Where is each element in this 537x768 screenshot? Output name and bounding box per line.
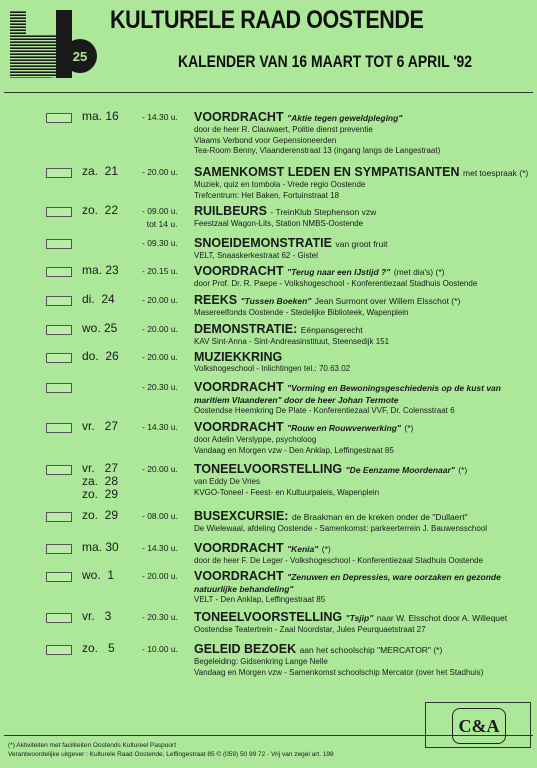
checkbox-marker xyxy=(46,544,72,554)
event-content xyxy=(194,110,529,157)
event-detail-line: door Adelin Verslyppe, psycholoog xyxy=(194,435,317,444)
event-detail-line: Vandaag en Morgen vzw - Samenkomst schoolschip Mercator (over het Stadhuis) xyxy=(194,667,484,677)
event-day: zo. 22 xyxy=(82,203,119,217)
event-detail-line: van Eddy De Vries xyxy=(194,477,260,486)
page-subtitle: KALENDER VAN 16 MAART TOT 6 APRIL '92 xyxy=(178,52,473,71)
footnote xyxy=(8,741,334,759)
event-time: - 08.00 u. xyxy=(142,511,178,521)
event-detail-line: De Wielewaal, afdeling Oostende - Samenkomst: parkeerterrein J. Bauwensschool xyxy=(194,524,488,533)
checkbox-marker xyxy=(46,512,72,522)
event-day: ma. 16 xyxy=(82,109,119,123)
event-subtitle: aan het schoolschip "MERCATOR" (*) xyxy=(299,645,443,655)
event-title: VOORDRACHT xyxy=(194,569,284,583)
event-day: vr. 27 za. 28 zo. 29 xyxy=(82,461,119,501)
event-topic: "Tsjip" xyxy=(345,613,374,623)
event-subtitle: met toespraak (*) xyxy=(463,168,529,178)
event-topic: "Rouw en Rouwverwerking" xyxy=(287,423,401,433)
event-content xyxy=(194,350,529,375)
event-time: - 20.00 u. xyxy=(142,464,178,474)
event-detail-line: Trefcentrum: Het Baken, Fortuinstraat 18 xyxy=(194,190,340,200)
event-time: - 10.00 u. xyxy=(142,644,178,654)
bottom-divider xyxy=(4,735,533,736)
event-heading xyxy=(194,509,529,524)
event-detail-line: Tea-Room Benny, Vlaanderenstraat 13 (ingang langs de Langestraat) xyxy=(194,146,441,156)
checkbox-marker xyxy=(46,113,72,123)
event-day: vr. 27 xyxy=(82,419,119,433)
event-detail-line: Oostendse Teatertrein - Zaal Noordstar, Jules Peurquaetstraat 27 xyxy=(194,625,426,634)
event-detail-line: Masereelfonds Oostende - Stedelijke Biblioteek, Wapenplein xyxy=(194,308,409,317)
top-divider xyxy=(4,92,533,93)
event-content xyxy=(194,420,529,456)
event-topic: "Zenuwen en Depressies, ware oorzaken en gezonde xyxy=(287,572,501,582)
checkbox-marker xyxy=(46,613,72,623)
event-content xyxy=(194,204,529,230)
event-detail-line: KVGO-Toneel - Feest- en Kultuurpaleis, Wapenplein xyxy=(194,487,380,497)
event-time: - 20.00 u. xyxy=(142,167,178,177)
event-content xyxy=(194,569,529,605)
event-time: - 09.00 u. tot 14 u. xyxy=(142,206,178,229)
event-content xyxy=(194,236,529,262)
event-title: REEKS xyxy=(194,293,238,307)
event-heading xyxy=(194,165,529,180)
checkbox-marker xyxy=(46,645,72,655)
event-subtitle: van groot fruit xyxy=(335,239,388,249)
event-content xyxy=(194,462,529,498)
event-subtitle: (met dia's) (*) xyxy=(393,267,445,277)
event-topic: "Kenia" xyxy=(287,544,319,554)
event-time: - 20.00 u. xyxy=(142,352,178,362)
event-title: VOORDRACHT xyxy=(194,541,284,555)
event-detail-line: door de heer F. De Leger - Volkshogeschool - Konferentiezaal Stadhuis Oostende xyxy=(194,556,484,565)
event-time: - 20.30 u. xyxy=(142,382,178,392)
event-subtitle: - TreinKlub Stephenson vzw xyxy=(270,207,377,217)
event-detail-line: VELT, Snaaskerkestraat 62 - Gistel xyxy=(194,251,318,260)
event-content xyxy=(194,642,529,678)
checkbox-marker xyxy=(46,465,72,475)
event-heading xyxy=(194,462,529,477)
event-detail-line: door Prof. Dr. R. Paepe - Volkshogeschool - Konferentiezaal Stadhuis Oostende xyxy=(194,279,478,288)
event-subtitle: (*) xyxy=(321,544,331,554)
event-time: - 20.00 u. xyxy=(142,295,178,305)
event-day: za. 21 xyxy=(82,164,119,178)
event-time: - 20.30 u. xyxy=(142,612,178,622)
event-title: VOORDRACHT xyxy=(194,110,284,124)
event-time: - 20.00 u. xyxy=(142,571,178,581)
logo-number: 25 xyxy=(72,49,88,64)
page-title: KULTURELE RAAD OOSTENDE xyxy=(110,6,424,34)
event-detail-line: Oostendse Heemkring De Plate - Konferentiezaal VVF, Dr. Colensstraat 6 xyxy=(194,405,455,415)
event-day: wo. 1 xyxy=(82,568,115,582)
checkbox-marker xyxy=(46,168,72,178)
event-detail-line: Vlaams Verbond voor Gepensioneerden xyxy=(194,135,337,145)
event-heading xyxy=(194,236,529,251)
event-detail-line: Vandaag en Morgen vzw - Den Anklap, Leffingestraat 85 xyxy=(194,445,394,455)
event-time: - 20.15 u. xyxy=(142,266,178,276)
event-title: TONEELVOORSTELLING xyxy=(194,462,343,476)
event-subtitle: Jean Surmont over Willem Elsschot (*) xyxy=(314,296,461,306)
event-day: di. 24 xyxy=(82,292,115,306)
event-topic: "De Eenzame Moordenaar" xyxy=(345,465,455,475)
event-detail-line: door de heer R. Clauwaert, Politie dienst preventie xyxy=(194,125,373,134)
event-title: VOORDRACHT xyxy=(194,420,284,434)
event-title: VOORDRACHT xyxy=(194,264,284,278)
event-heading xyxy=(194,264,529,279)
checkbox-marker xyxy=(46,325,72,335)
event-title: GELEID BEZOEK xyxy=(194,642,297,656)
event-day: zo. 29 xyxy=(82,508,119,522)
event-content xyxy=(194,293,529,319)
event-heading xyxy=(194,110,529,125)
event-day: wo. 25 xyxy=(82,321,118,335)
footnote-passport: (*) Aktiviteiten met faciliteiten Oostends Kultureel Paspoort xyxy=(8,742,176,749)
event-content xyxy=(194,509,529,535)
checkbox-marker xyxy=(46,239,72,249)
event-topic: "Tussen Boeken" xyxy=(240,296,312,306)
event-detail-line: natuurlijke behandeling" xyxy=(194,584,294,594)
event-time: - 20.00 u. xyxy=(142,324,178,334)
event-topic: "Aktie tegen geweldpleging" xyxy=(287,113,403,123)
event-day: do. 26 xyxy=(82,349,119,363)
event-day: ma. 23 xyxy=(82,263,119,277)
event-detail-line: Muziek, quiz en tombola - Vrede regio Oostende xyxy=(194,180,366,189)
event-heading xyxy=(194,204,529,219)
event-heading xyxy=(194,293,529,308)
event-title: RUILBEURS xyxy=(194,204,267,218)
checkbox-marker xyxy=(46,383,72,393)
event-subtitle: naar W. Elsschot door A. Willequet xyxy=(376,613,508,623)
ca-logo: C&A xyxy=(452,708,506,744)
event-title: SNOEIDEMONSTRATIE xyxy=(194,236,332,250)
event-content xyxy=(194,610,529,636)
event-heading xyxy=(194,380,529,395)
event-subtitle: (*) xyxy=(458,465,468,475)
event-topic: "Vorming en Bewoningsgeschiedenis op de kust van xyxy=(287,383,501,393)
event-detail-line: Feestzaal Wagon-Lits, Station NMBS-Oostende xyxy=(194,219,364,228)
event-time: - 14.30 u. xyxy=(142,112,178,122)
event-day: vr. 3 xyxy=(82,609,112,623)
event-title: DEMONSTRATIE: xyxy=(194,322,298,336)
event-title: BUSEXCURSIE: xyxy=(194,509,289,523)
event-heading xyxy=(194,350,529,364)
event-title: TONEELVOORSTELLING xyxy=(194,610,343,624)
event-topic: "Terug naar een IJstijd ?" xyxy=(287,267,391,277)
event-content xyxy=(194,322,529,348)
event-subtitle: Eénpansgerecht xyxy=(300,325,363,335)
kr-logo-icon xyxy=(10,10,98,78)
event-detail-line: KAV Sint-Anna - Sint-Andreasinstituut, Steensedijk 151 xyxy=(194,337,390,346)
event-detail-line: Begeleiding: Gidsenkring Lange Nelle xyxy=(194,657,328,666)
checkbox-marker xyxy=(46,207,72,217)
event-detail-line: VELT - Den Anklap, Leffingestraat 85 xyxy=(194,594,326,604)
event-subtitle: (*) xyxy=(404,423,414,433)
event-content xyxy=(194,541,529,567)
event-heading xyxy=(194,322,529,337)
event-subtitle: de Braakman en de kreken onder de "Dullaert" xyxy=(291,512,468,522)
event-day: ma. 30 xyxy=(82,540,119,554)
event-content xyxy=(194,165,529,201)
checkbox-marker xyxy=(46,572,72,582)
checkbox-marker xyxy=(46,267,72,277)
checkbox-marker xyxy=(46,296,72,306)
event-time: - 09.30 u. xyxy=(142,238,178,248)
sponsor-box xyxy=(425,702,531,748)
event-title: MUZIEKKRING xyxy=(194,350,283,364)
event-detail-line: maritiem Vlaanderen" door de heer Johan Termote xyxy=(194,395,399,405)
checkbox-marker xyxy=(46,353,72,363)
checkbox-marker xyxy=(46,423,72,433)
event-detail-line: Volkshogeschool - Inlichtingen tel.: 70.63.02 xyxy=(194,364,351,373)
event-heading xyxy=(194,610,529,625)
event-heading xyxy=(194,541,529,556)
event-heading xyxy=(194,420,529,435)
event-heading xyxy=(194,569,529,584)
event-title: VOORDRACHT xyxy=(194,380,284,394)
event-time: - 14.30 u. xyxy=(142,422,178,432)
event-content xyxy=(194,380,529,416)
event-title: SAMENKOMST LEDEN EN SYMPATISANTEN xyxy=(194,165,460,179)
footnote-publisher: Verantwoordelijke uitgever : Kulturele Raad Oostende, Leffingestraat 85 © (059) 50 99 72 - Vrij van zegel art. 198 xyxy=(8,751,334,758)
event-day: zo. 5 xyxy=(82,641,115,655)
event-time: - 14.30 u. xyxy=(142,543,178,553)
event-content xyxy=(194,264,529,290)
event-heading xyxy=(194,642,529,657)
